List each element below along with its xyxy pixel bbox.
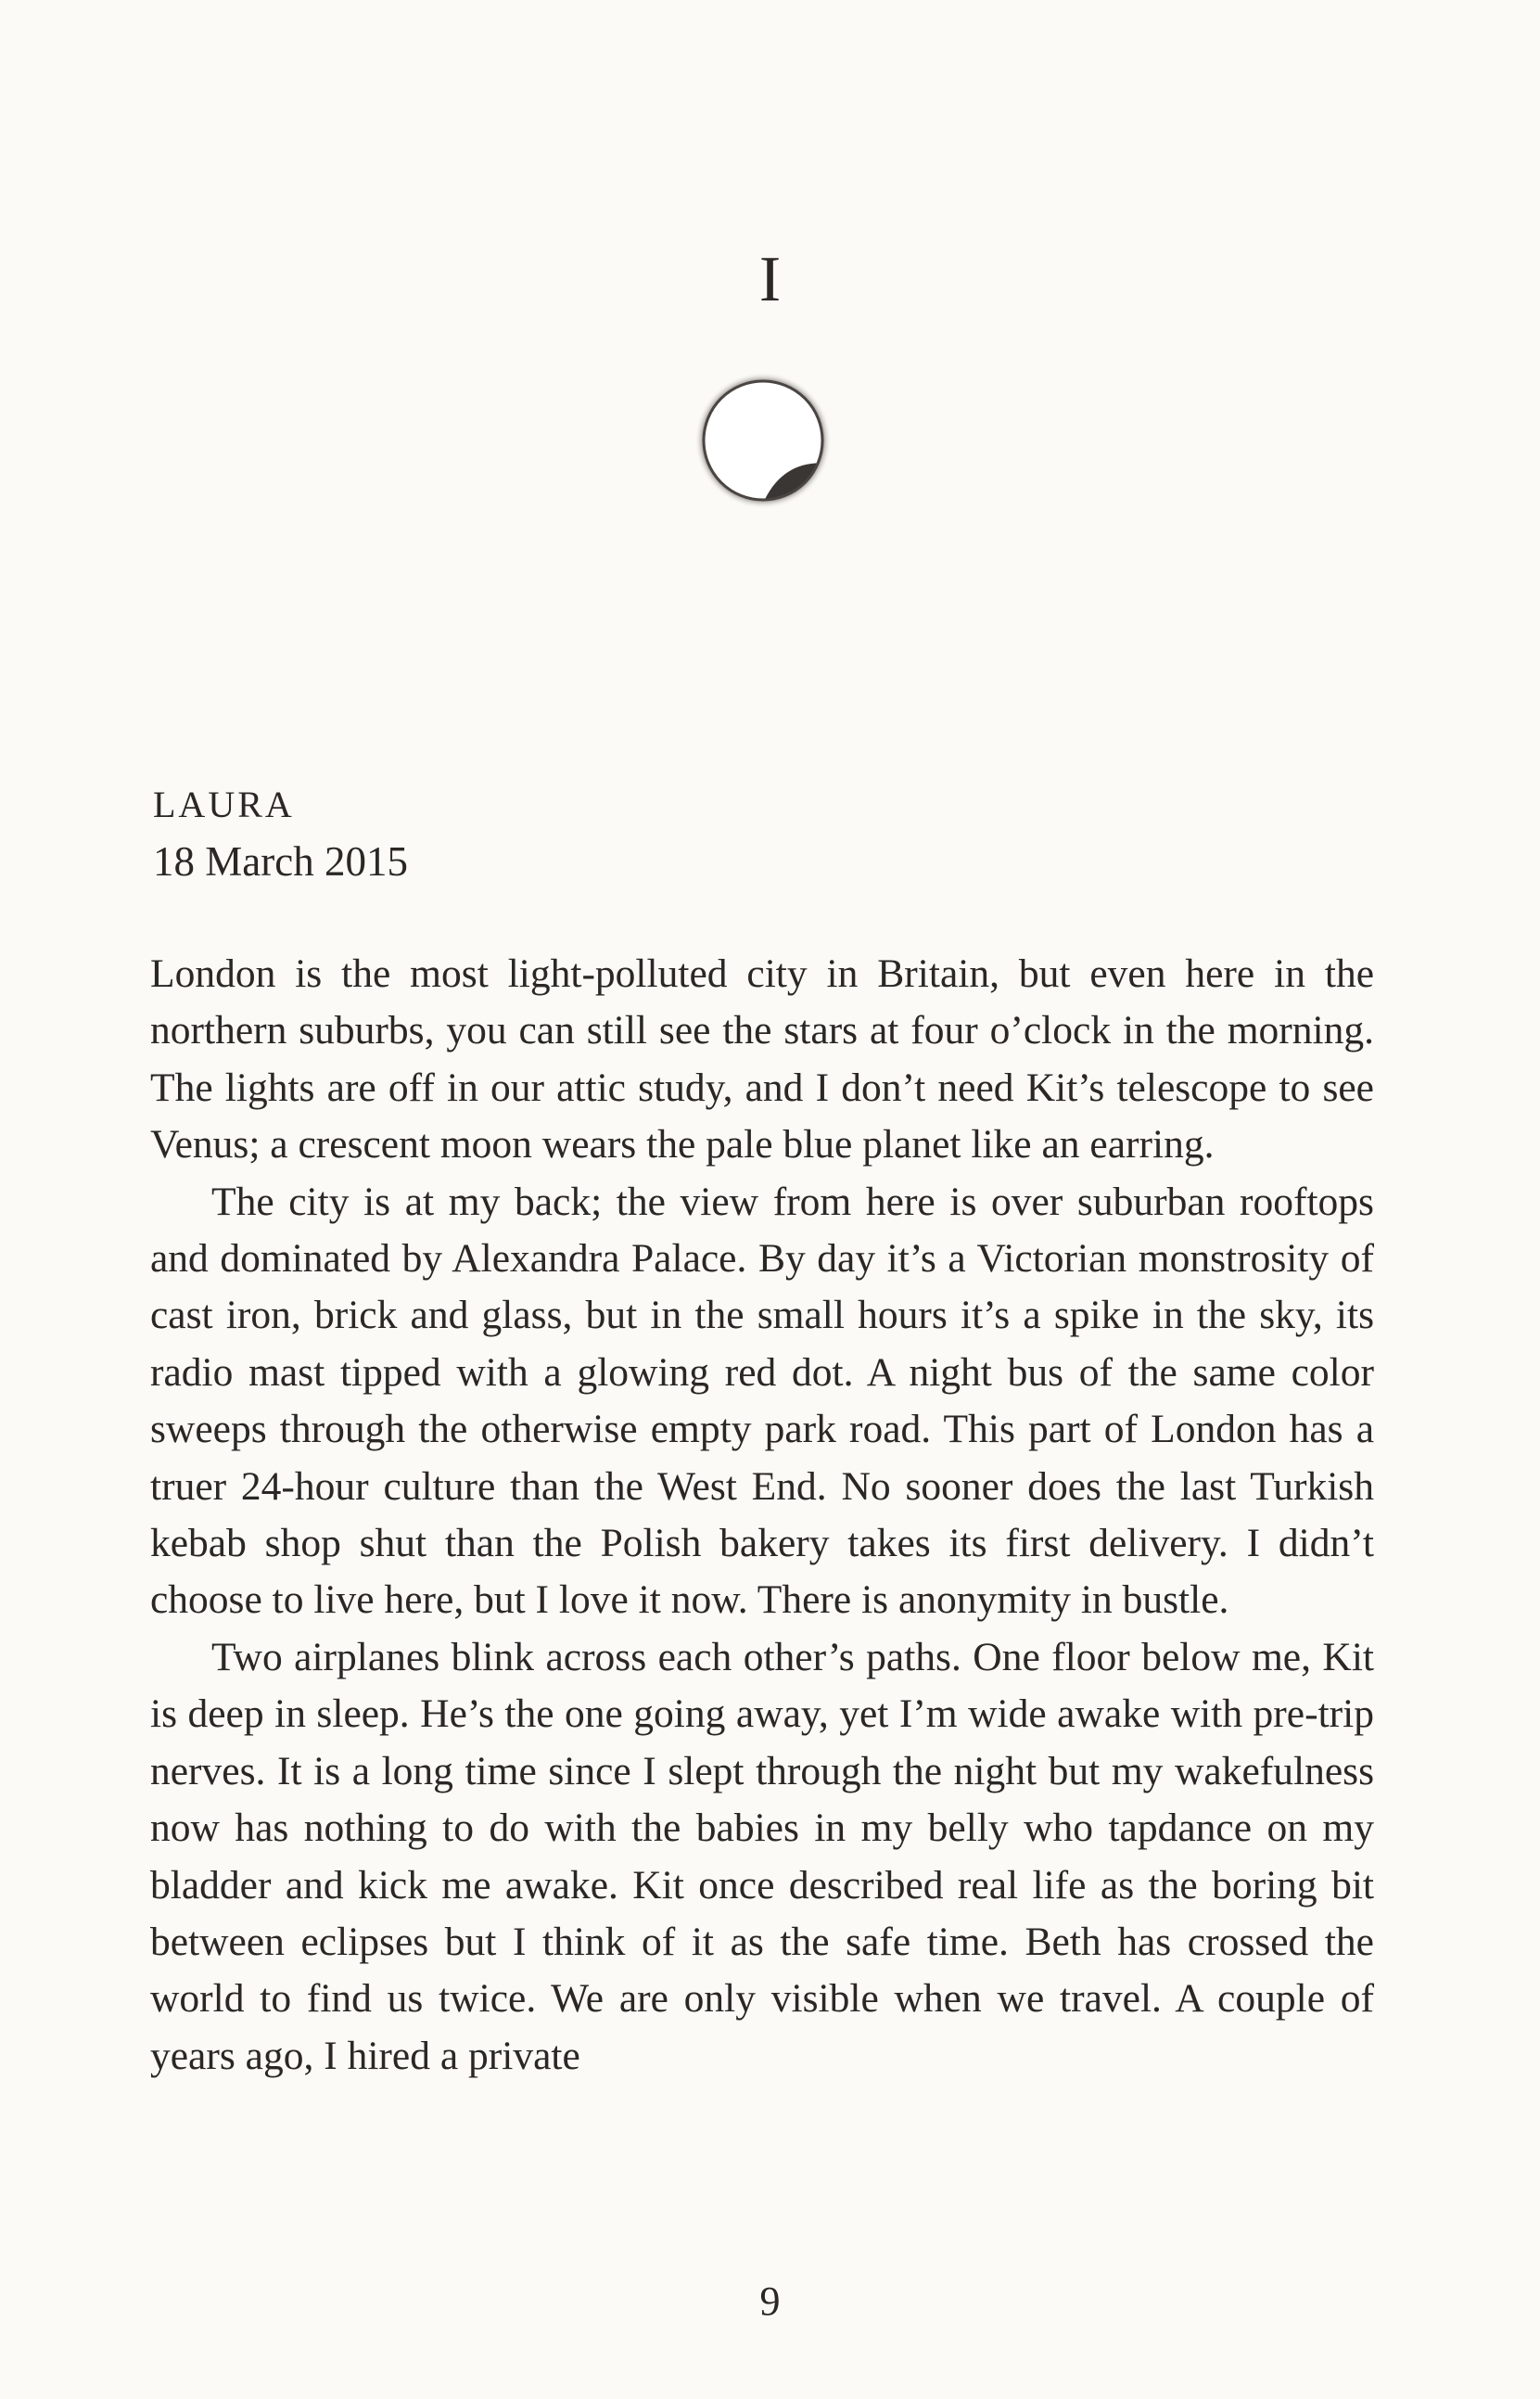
chapter-body <box>150 946 1374 2085</box>
section-heading <box>153 777 1386 890</box>
chapter-number: I <box>758 244 782 315</box>
paragraph: Two airplanes blink across each other’s paths. One floor below me, Kit is deep in sleep. He’s the one going away, yet I’m wide awake with pre-trip nerves. It is a long time since I slept through the night but my wakefulness now has nothing to do with the babies in my belly who tapdance on my bladder and kick me awake. Kit once described real life as the boring bit between eclipses but I think of it as the safe time. Beth has crossed the world to find us twice. We are only visible when we travel. A couple of years ago, I hired a private <box>150 1634 1374 2078</box>
eclipse-moon-icon <box>694 371 833 510</box>
paragraph: The city is at my back; the view from here is over suburban rooftops and dominated by Alexandra Palace. By day it’s a Victorian monstrosity of cast iron, brick and glass, but in the small hours it’s a spike in the sky, its radio mast tipped with a glowing red dot. A night bus of the same color sweeps through the otherwise empty park road. This part of London has a truer 24-hour culture than the West End. No sooner does the last Turkish kebab shop shut than the Polish bakery takes its first delivery. I didn’t choose to live here, but I love it now. There is anonymity in bustle. <box>150 1179 1374 1623</box>
narrator-name: LAURA <box>153 784 295 825</box>
page-number: 9 <box>759 2278 781 2324</box>
entry-date: 18 March 2015 <box>153 838 408 885</box>
paragraph: London is the most light-polluted city in Britain, but even here in the northern suburbs, you can still see the stars at four o’clock in the morning. The lights are off in our attic study, and I don’t need Kit’s telescope to see Venus; a crescent moon wears the pale blue planet like an earring. <box>150 951 1374 1168</box>
